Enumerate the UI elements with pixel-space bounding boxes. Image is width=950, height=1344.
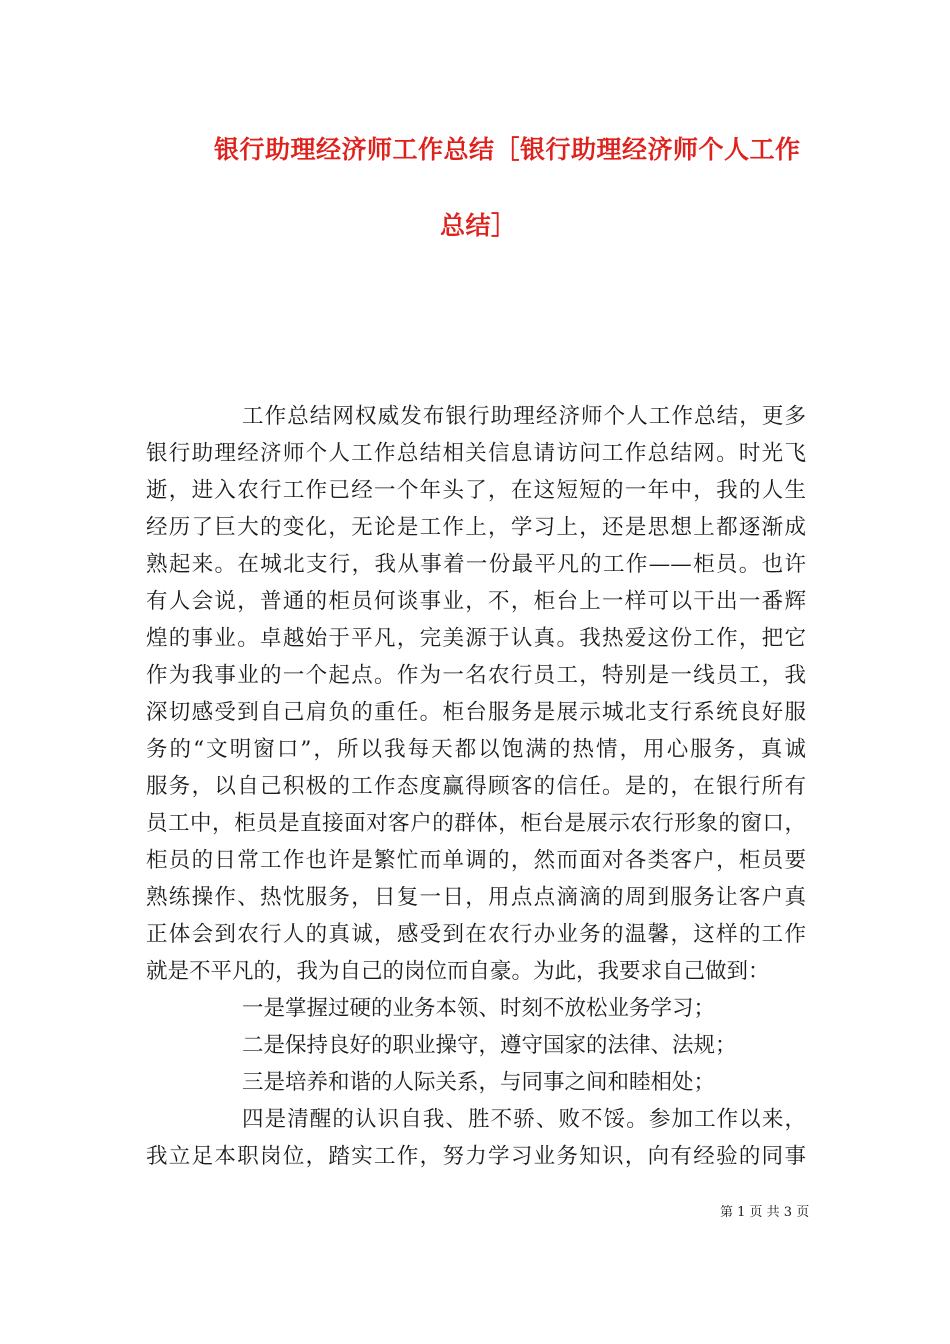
paragraph-line: 就是不平凡的，我为自己的岗位而自豪。为此，我要求自己做到： (146, 959, 770, 984)
paragraph-line: 熟练操作、热忱服务，日复一日，用点点滴滴的周到服务让客户真 (146, 885, 806, 910)
document-title-line-2: 总结］ (440, 211, 517, 240)
paragraph-line: 柜员的日常工作也许是繁忙而单调的，然而面对各类客户，柜员要 (146, 848, 806, 873)
paragraph-line: 熟起来。在城北支行，我从事着一份最平凡的工作——柜员。也许 (146, 552, 806, 577)
paragraph-line: 银行助理经济师个人工作总结相关信息请访问工作总结网。时光飞 (146, 441, 806, 466)
paragraph-line: 工作总结网权威发布银行助理经济师个人工作总结，更多 (242, 404, 806, 429)
paragraph-line: 逝，进入农行工作已经一个年头了，在这短短的一年中，我的人生 (146, 478, 806, 503)
paragraph-line: 有人会说，普通的柜员何谈事业，不，柜台上一样可以干出一番辉 (146, 589, 806, 614)
paragraph-line: 服务，以自己积极的工作态度赢得顾客的信任。是的，在银行所有 (146, 774, 806, 799)
list-item: 三是培养和谐的人际关系，与同事之间和睦相处； (242, 1070, 716, 1095)
document-title-line-1: 银行助理经济师工作总结［银行助理经济师个人工作 (214, 135, 801, 164)
paragraph-line: 深切感受到自己肩负的重任。柜台服务是展示城北支行系统良好服 (146, 700, 806, 725)
list-item: 四是清醒的认识自我、胜不骄、败不馁。参加工作以来， (242, 1107, 806, 1132)
paragraph-line: 我立足本职岗位，踏实工作，努力学习业务知识，向有经验的同事 (146, 1144, 806, 1169)
paragraph-line: 作为我事业的一个起点。作为一名农行员工，特别是一线员工，我 (146, 663, 806, 688)
page-number-footer: 第 1 页 共 3 页 (720, 1205, 810, 1220)
paragraph-line: 煌的事业。卓越始于平凡，完美源于认真。我热爱这份工作，把它 (146, 626, 806, 651)
document-body (146, 398, 806, 1175)
paragraph-line: 员工中，柜员是直接面对客户的群体，柜台是展示农行形象的窗口， (146, 811, 806, 836)
list-item: 一是掌握过硬的业务本领、时刻不放松业务学习； (242, 996, 716, 1021)
paragraph-line: 正体会到农行人的真诚，感受到在农行办业务的温馨，这样的工作 (146, 922, 806, 947)
list-item: 二是保持良好的职业操守，遵守国家的法律、法规； (242, 1033, 737, 1058)
paragraph-line: 经历了巨大的变化，无论是工作上，学习上，还是思想上都逐渐成 (146, 515, 806, 540)
paragraph-line: 务的“文明窗口”，所以我每天都以饱满的热情，用心服务，真诚 (146, 737, 806, 762)
